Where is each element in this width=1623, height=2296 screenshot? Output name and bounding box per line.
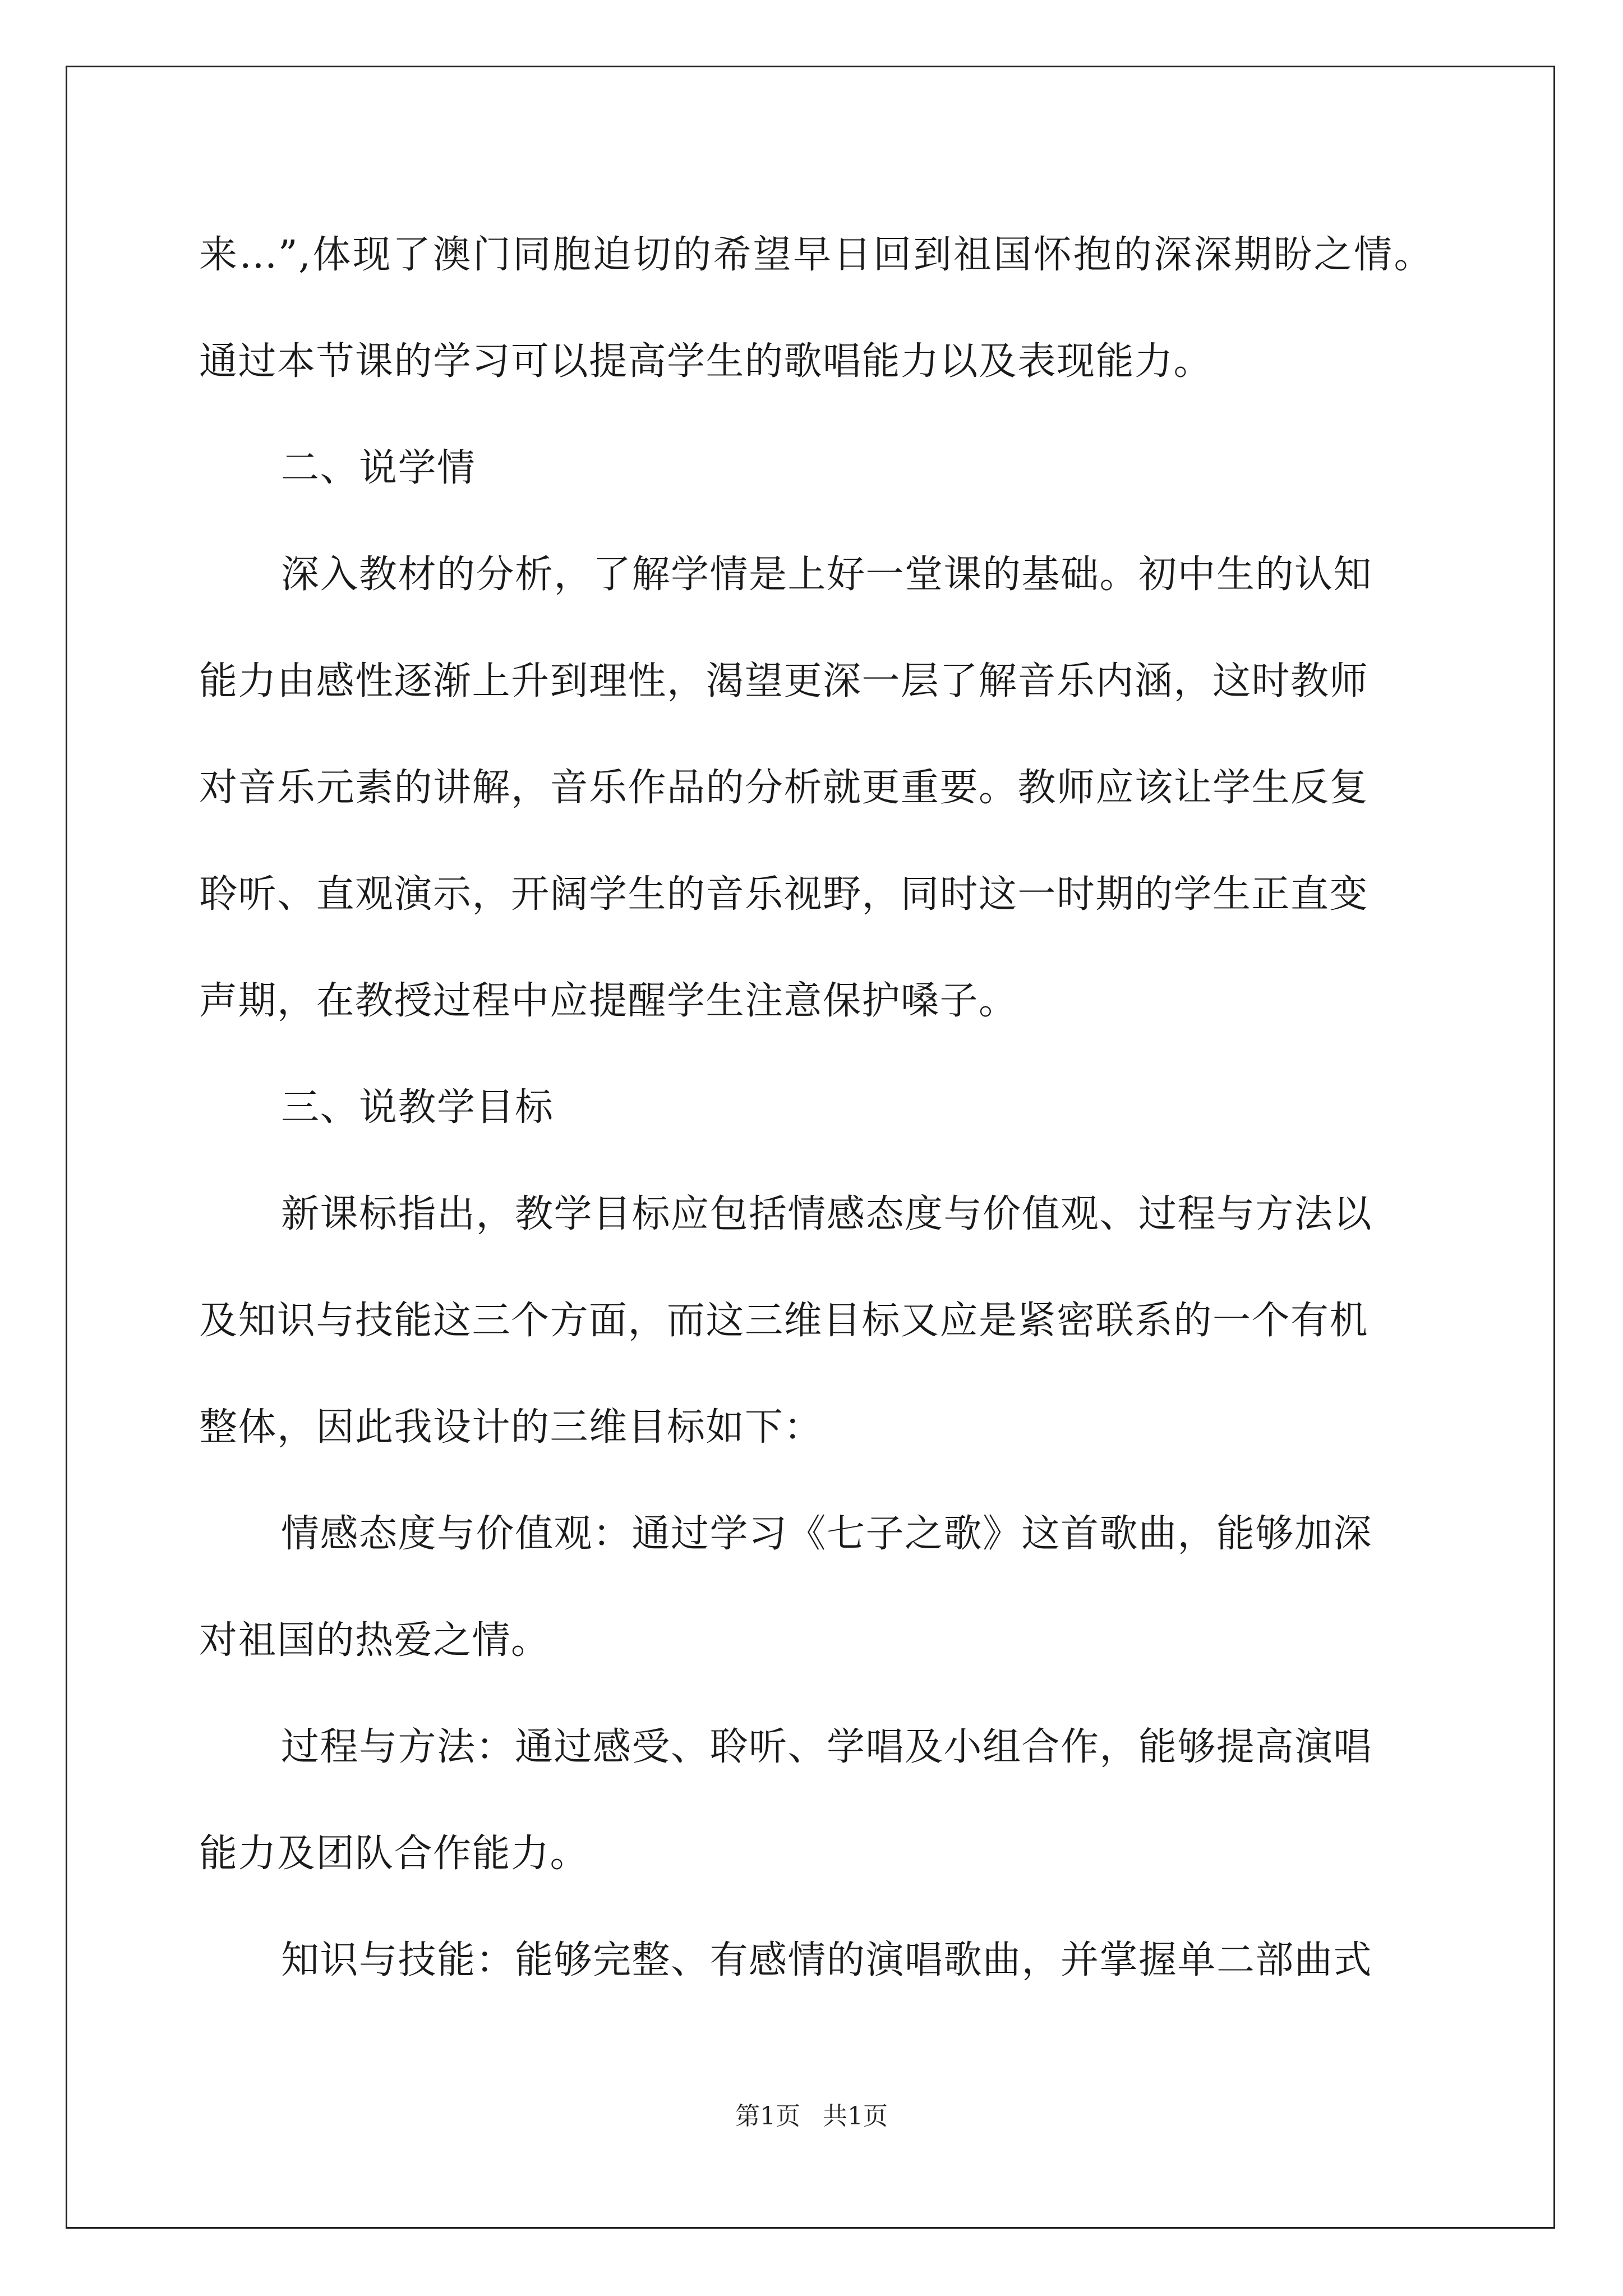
text-line: 对音乐元素的讲解，音乐作品的分析就更重要。教师应该让学生反复 bbox=[199, 766, 1369, 810]
page-footer bbox=[0, 2100, 1623, 2133]
text-line: 二、说学情 bbox=[281, 446, 476, 490]
text-line: 能力及团队合作能力。 bbox=[199, 1832, 589, 1876]
text-line: 情感态度与价值观：通过学习《七子之歌》这首歌曲，能够加深 bbox=[281, 1512, 1373, 1556]
text-line: 能力由感性逐渐上升到理性，渴望更深一层了解音乐内涵，这时教师 bbox=[199, 659, 1369, 703]
text-line: 知识与技能：能够完整、有感情的演唱歌曲，并掌握单二部曲式 bbox=[281, 1938, 1373, 1982]
text-line: 通过本节课的学习可以提高学生的歌唱能力以及表现能力。 bbox=[199, 339, 1213, 384]
text-line: 整体，因此我设计的三维目标如下： bbox=[199, 1405, 823, 1450]
text-line: 及知识与技能这三个方面，而这三维目标又应是紧密联系的一个有机 bbox=[199, 1299, 1369, 1343]
text-line: 新课标指出，教学目标应包括情感态度与价值观、过程与方法以 bbox=[281, 1192, 1373, 1236]
text-line: 来…”,体现了澳门同胞迫切的希望早日回到祖国怀抱的深深期盼之情。 bbox=[199, 233, 1433, 277]
page-number: 第1页 bbox=[735, 2102, 800, 2131]
text-line: 聆听、直观演示，开阔学生的音乐视野，同时这一时期的学生正直变 bbox=[199, 872, 1369, 917]
text-line: 对祖国的热爱之情。 bbox=[199, 1618, 550, 1663]
page-total: 共1页 bbox=[823, 2102, 888, 2131]
text-line: 三、说教学目标 bbox=[281, 1085, 554, 1130]
text-line: 声期，在教授过程中应提醒学生注意保护嗓子。 bbox=[199, 979, 1018, 1023]
text-line: 过程与方法：通过感受、聆听、学唱及小组合作，能够提高演唱 bbox=[281, 1725, 1373, 1769]
document-body bbox=[199, 202, 1433, 2014]
text-line: 深入教材的分析，了解学情是上好一堂课的基础。初中生的认知 bbox=[281, 553, 1373, 597]
